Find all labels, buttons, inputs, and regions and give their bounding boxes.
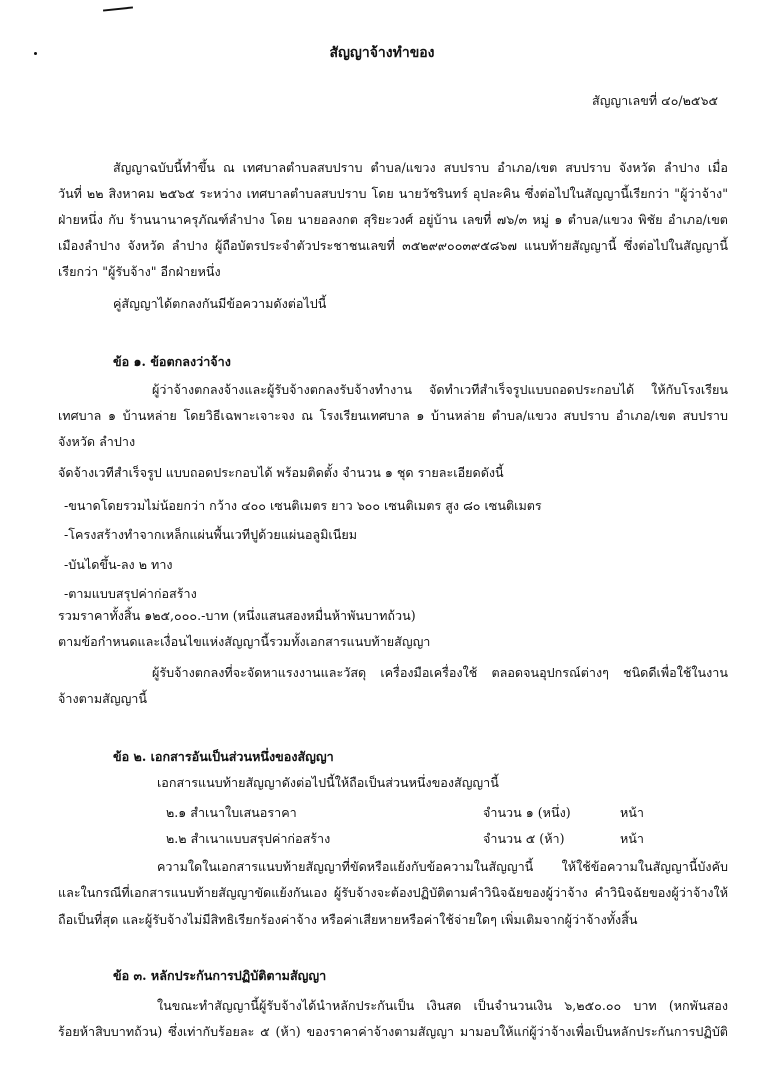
spec-item: -ขนาดโดยรวมไม่น้อยกว่า กว้าง ๔๐๐ เซนติเมตร ยาว ๖๐๐ เซนติเมตร สูง ๘๐ เซนติเมตร: [64, 498, 542, 513]
intro-line: เมืองลำปาง จังหวัด ลำปาง ผู้ถือบัตรประจำตัวประชาชนเลขที่ ๓๕๒๙๙๐๐๓๙๕๘๖๗ แนบท้ายสัญญานี้ ซึ่งต่อไปในสัญญานี้: [58, 238, 728, 253]
contract-number: สัญญาเลขที่ ๔๐/๒๕๖๕: [592, 93, 718, 108]
section1-line: เทศบาล ๑ บ้านหล่าย โดยวิธีเฉพาะเจาะจง ณ โรงเรียนเทศบาล ๑ บ้านหล่าย ตำบล/แขวง สบปราบ อำเภอ/เขต สบปราบ: [58, 408, 728, 423]
section2-heading: ข้อ ๒. เอกสารอันเป็นส่วนหนึ่งของสัญญา: [113, 749, 334, 764]
attachment-label: ๒.๑ สำเนาใบเสนอราคา: [166, 805, 297, 820]
spec-item: -บันไดขึ้น-ลง ๒ ทาง: [64, 557, 173, 572]
section1-line: จังหวัด ลำปาง: [58, 434, 136, 449]
agreement-line: คู่สัญญาได้ตกลงกันมีข้อความดังต่อไปนี้: [113, 296, 327, 311]
section1-closing: จ้างตามสัญญานี้: [58, 691, 147, 706]
total-price: รวมราคาทั้งสิ้น ๑๒๕,๐๐๐.-บาท (หนึ่งแสนสองหมื่นห้าพันบาทถ้วน): [58, 608, 416, 623]
intro-line: สัญญาฉบับนี้ทำขึ้น ณ เทศบาลตำบลสบปราบ ตำบล/แขวง สบปราบ อำเภอ/เขต สบปราบ จังหวัด ลำปาง เมื่อ: [113, 160, 728, 175]
attachment-label: ๒.๒ สำเนาแบบสรุปค่าก่อสร้าง: [166, 831, 331, 846]
scan-mark: [103, 6, 133, 11]
section2-intro: เอกสารแนบท้ายสัญญาดังต่อไปนี้ให้ถือเป็นส่วนหนึ่งของสัญญานี้: [157, 775, 499, 790]
section1-heading: ข้อ ๑. ข้อตกลงว่าจ้าง: [113, 354, 231, 369]
section2-line: ความใดในเอกสารแนบท้ายสัญญาที่ขัดหรือแย้งกับข้อความในสัญญานี้ ให้ใช้ข้อความในสัญญานี้บังคับ: [157, 859, 728, 874]
intro-line: วันที่ ๒๒ สิงหาคม ๒๕๖๕ ระหว่าง เทศบาลตำบลสบปราบ โดย นายวัชรินทร์ อุปละคิน ซึ่งต่อไปในสัญญานี้เรียกว่า "ผู้ว่าจ้าง": [58, 186, 728, 201]
attachment-qty: จำนวน ๑ (หนึ่ง): [483, 805, 571, 820]
attachment-unit: หน้า: [620, 805, 644, 820]
attachment-unit: หน้า: [620, 831, 644, 846]
section3-heading: ข้อ ๓. หลักประกันการปฏิบัติตามสัญญา: [113, 968, 327, 983]
intro-line: ฝ่ายหนึ่ง กับ ร้านนานาครุภัณฑ์ลำปาง โดย นายอลงกต สุริยะวงศ์ อยู่บ้าน เลขที่ ๗๖/๓ หมู่ ๑ ตำบล/แขวง พิชัย อำเภอ/เขต: [58, 212, 728, 227]
section1-line: ผู้ว่าจ้างตกลงจ้างและผู้รับจ้างตกลงรับจ้างทำงาน จัดทำเวทีสำเร็จรูปแบบถอดประกอบได้ ให้กับโรงเรียน: [152, 382, 728, 397]
section2-line: และในกรณีที่เอกสารแนบท้ายสัญญาขัดแย้งกันเอง ผู้รับจ้างจะต้องปฏิบัติตามคำวินิจฉัยของผู้ว่าจ้าง คำวินิจฉัยของผู้ว่าจ้างให้: [58, 885, 728, 900]
section3-line: ร้อยห้าสิบบาทถ้วน) ซึ่งเท่ากับร้อยละ ๕ (ห้า) ของราคาค่าจ้างตามสัญญา มามอบให้แก่ผู้ว่าจ้างเพื่อเป็นหลักประกันการปฏิบัติ: [58, 1024, 728, 1039]
spec-intro: จัดจ้างเวทีสำเร็จรูป แบบถอดประกอบได้ พร้อมติดตั้ง จำนวน ๑ ชุด รายละเอียดดังนี้: [58, 465, 504, 480]
attachment-qty: จำนวน ๕ (ห้า): [483, 831, 565, 846]
section3-line: ในขณะทำสัญญานี้ผู้รับจ้างได้นำหลักประกันเป็น เงินสด เป็นจำนวนเงิน ๖,๒๕๐.๐๐ บาท (หกพันสอง: [157, 998, 728, 1013]
intro-line: เรียกว่า "ผู้รับจ้าง" อีกฝ่ายหนึ่ง: [58, 264, 221, 279]
section2-line: ถือเป็นที่สุด และผู้รับจ้างไม่มีสิทธิเรียกร้องค่าจ้าง หรือค่าเสียหายหรือค่าใช้จ่ายใดๆ เพิ่มเติมจากผู้ว่าจ้างทั้งสิ้น: [58, 912, 638, 927]
document-title: สัญญาจ้างทำของ: [329, 45, 435, 61]
section1-closing: ผู้รับจ้างตกลงที่จะจัดหาแรงงานและวัสดุ เครื่องมือเครื่องใช้ ตลอดจนอุปกรณ์ต่างๆ ชนิดดีเพื่อใช้ในงาน: [152, 665, 728, 680]
spec-item: -ตามแบบสรุปค่าก่อสร้าง: [64, 586, 197, 601]
terms-line: ตามข้อกำหนดและเงื่อนไขแห่งสัญญานี้รวมทั้งเอกสารแนบท้ายสัญญา: [58, 634, 431, 649]
spec-item: -โครงสร้างทำจากเหล็กแผ่นพื้นเวทีปูด้วยแผ่นอลูมิเนียม: [64, 527, 358, 542]
